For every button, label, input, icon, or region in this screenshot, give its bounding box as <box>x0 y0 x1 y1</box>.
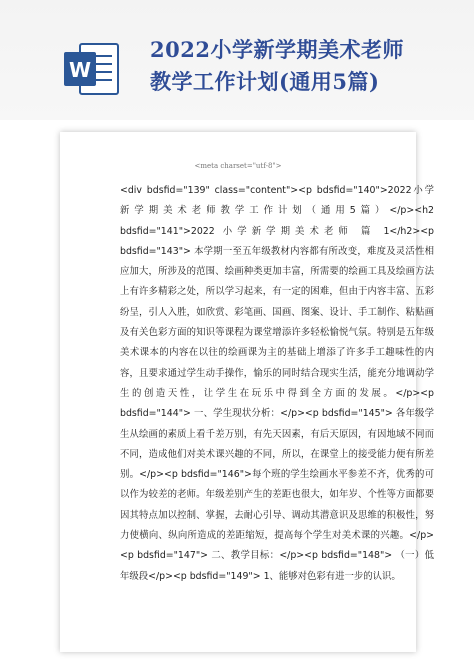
document-banner <box>0 0 474 120</box>
word-document-icon <box>64 40 120 98</box>
document-body-text: <div bdsfid="139" class="content"><p bdsfid="140">2022小学新学期美术老师教学工作计划（通用5篇）</p><h2 bdsfid="141">2022 小学新学期美术老师 篇 1</h2><p bdsfid="143"> 本学期一至五年级教材内容都有所改变，难度及灵活性相应加大，所涉及的范围、绘画种类更加丰富，所需要的绘画工具及绘画方法上有许多精彩之处，所以学习起来，有一定的困难，但由于内容丰富、五彩纷呈，引人入胜，如欣赏、彩笔画、国画、图案、设计、手工制作、粘贴画及有关色彩方面的知识等课程为课堂增添许多轻松愉悦气氛。特别是五年级美术课本的内容在以往的绘画课为主的基础上增添了许多手工趣味性的内容，且要求通过学生动手操作，愉乐的同时结合现实生活，能充分地调动学生的创造天性，让学生在玩乐中得到全方面的发展。</p><p bdsfid="144"> 一、学生现状分析：</p><p bdsfid="145"> 各年级学生从绘画的素质上看千差万别，有先天因素，有后天原因，有因地域不同而不同，造成他们对美术课兴趣的不同，所以，在课堂上的接受能力便有所差别。</p><p bdsfid="146">每个班的学生绘画水平参差不齐，优秀的可以作为较差的老师。年级差别产生的差距也很大，如年岁、个性等方面都要因其特点加以控制、掌握，去耐心引导、调动其潜意识及思维的积极性，努力使横向、纵向所造成的差距缩短，提高每个学生对美术课的兴趣。</p><p bdsfid="147"> 二、教学目标：</p><p bdsfid="148"> （一）低年级段</p><p bdsfid="149"> 1、能够对色彩有进一步的认识。 <box>120 185 434 582</box>
title-line-1: 2022小学新学期美术老师 <box>150 37 404 62</box>
page-title <box>150 34 450 98</box>
title-line-2: 教学工作计划(通用5篇) <box>150 69 380 94</box>
document-page <box>60 132 434 652</box>
meta-charset-line: <meta charset="utf-8"> <box>194 162 282 170</box>
word-icon-letter: W <box>68 58 92 82</box>
